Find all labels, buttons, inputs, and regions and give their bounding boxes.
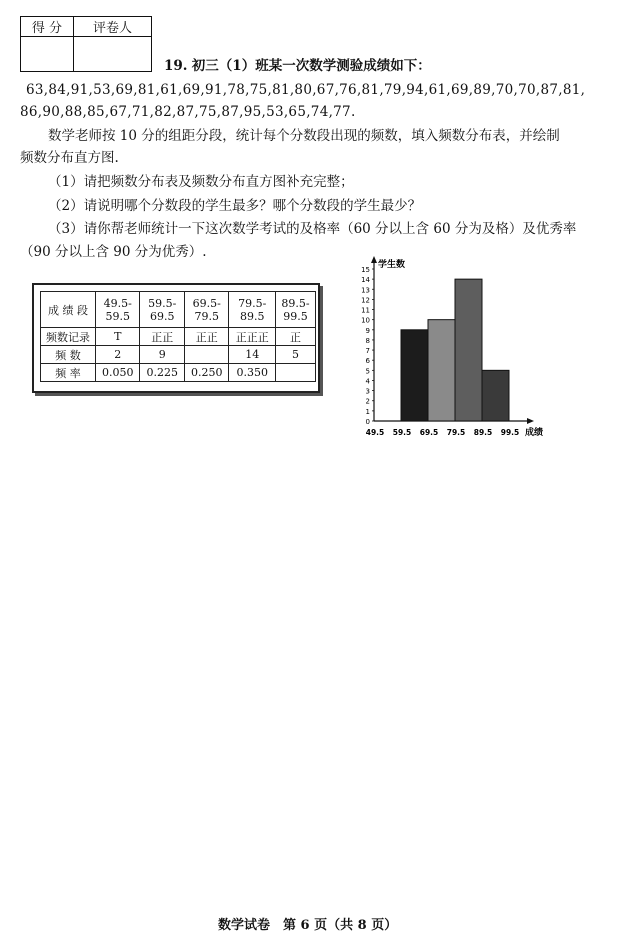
y-tick-label: 7	[365, 347, 370, 356]
frequency-cell: 5	[275, 346, 315, 364]
histogram-bar	[401, 330, 428, 421]
question-2: （2）请说明哪个分数段的学生最多？哪个分数段的学生最少？	[48, 198, 422, 214]
frequency-table	[40, 291, 316, 382]
y-tick-label: 13	[361, 286, 370, 295]
score-header: 得 分	[21, 17, 74, 37]
rate-cell: 0.350	[229, 364, 276, 382]
desc-line-2: 频数分布直方图.	[20, 150, 119, 166]
y-tick-label: 1	[365, 407, 370, 416]
tally-cell: T	[96, 328, 140, 346]
page-footer: 数学试卷 第 6 页（共 8 页）	[218, 918, 398, 933]
x-tick-label: 79.5	[446, 428, 466, 437]
y-axis-label: 学生数	[378, 260, 406, 270]
x-tick-label: 59.5	[392, 428, 412, 437]
frequency-table-frame	[32, 283, 320, 393]
score-cell[interactable]	[21, 37, 74, 72]
histogram-bar	[455, 279, 482, 421]
segment-3: 69.5- 79.5	[184, 292, 228, 328]
y-tick-label: 14	[361, 276, 370, 285]
y-tick-label: 2	[365, 397, 370, 406]
y-tick-label: 8	[365, 336, 370, 345]
tally-cell: 正	[275, 328, 315, 346]
grader-cell[interactable]	[74, 37, 152, 72]
x-tick-label: 69.5	[419, 428, 439, 437]
frequency-cell[interactable]	[184, 346, 228, 364]
row-header-frequency: 频 数	[41, 346, 96, 364]
y-tick-label: 0	[365, 418, 370, 426]
segment-5: 89.5- 99.5	[275, 292, 315, 328]
question-3-line-1: （3）请你帮老师统计一下这次数学考试的及格率（60 分以上含 60 分为及格）及优秀率	[48, 221, 577, 237]
data-line-1: 63,84,91,53,69,81,61,69,91,78,75,81,80,67,76,81,79,94,61,69,89,70,70,87,81,	[26, 82, 586, 98]
y-tick-label: 3	[365, 387, 370, 396]
frequency-cell: 2	[96, 346, 140, 364]
rate-cell: 0.250	[184, 364, 228, 382]
y-tick-label: 12	[361, 296, 370, 305]
rate-cell: 0.225	[140, 364, 184, 382]
x-axis-arrow	[527, 418, 534, 424]
y-tick-label: 5	[365, 367, 370, 376]
histogram-bar	[428, 320, 455, 421]
question-1: （1）请把频数分布表及频数分布直方图补充完整；	[48, 174, 354, 190]
frequency-cell: 14	[229, 346, 276, 364]
y-tick-label: 4	[365, 377, 370, 386]
desc-line-1: 数学老师按 10 分的组距分段，统计每个分数段出现的频数，填入频数分布表，并绘制	[48, 128, 560, 144]
tally-cell: 正正	[184, 328, 228, 346]
x-axis-label: 成绩	[525, 428, 544, 438]
row-header-tally: 频数记录	[41, 328, 96, 346]
grader-header: 评卷人	[74, 17, 152, 37]
question-3-line-2: （90 分以上含 90 分为优秀）.	[20, 244, 207, 260]
y-tick-label: 6	[365, 357, 370, 366]
rate-cell: 0.050	[96, 364, 140, 382]
x-tick-label: 49.5	[365, 428, 385, 437]
frequency-cell: 9	[140, 346, 184, 364]
y-tick-label: 11	[361, 306, 370, 315]
rate-cell[interactable]	[275, 364, 315, 382]
y-tick-label: 9	[365, 326, 370, 335]
row-header-rate: 频 率	[41, 364, 96, 382]
segment-1: 49.5- 59.5	[96, 292, 140, 328]
histogram-bar	[482, 370, 509, 421]
problem-heading	[164, 54, 431, 78]
score-box	[20, 16, 152, 72]
problem-intro: 初三（1）班某一次数学测验成绩如下：	[191, 58, 431, 74]
y-axis-arrow	[371, 256, 377, 263]
y-tick-label: 15	[361, 266, 370, 274]
tally-cell: 正正	[140, 328, 184, 346]
histogram-chart	[350, 255, 600, 445]
tally-cell: 正正正	[229, 328, 276, 346]
y-tick-label: 10	[361, 316, 370, 325]
x-tick-label: 89.5	[473, 428, 493, 437]
segment-2: 59.5- 69.5	[140, 292, 184, 328]
problem-number: 19.	[164, 58, 188, 74]
row-header-segment: 成 绩 段	[41, 292, 96, 328]
data-line-2: 86,90,88,85,67,71,82,87,75,87,95,53,65,74,77.	[20, 104, 356, 120]
x-tick-label: 99.5	[500, 428, 520, 437]
segment-4: 79.5- 89.5	[229, 292, 276, 328]
